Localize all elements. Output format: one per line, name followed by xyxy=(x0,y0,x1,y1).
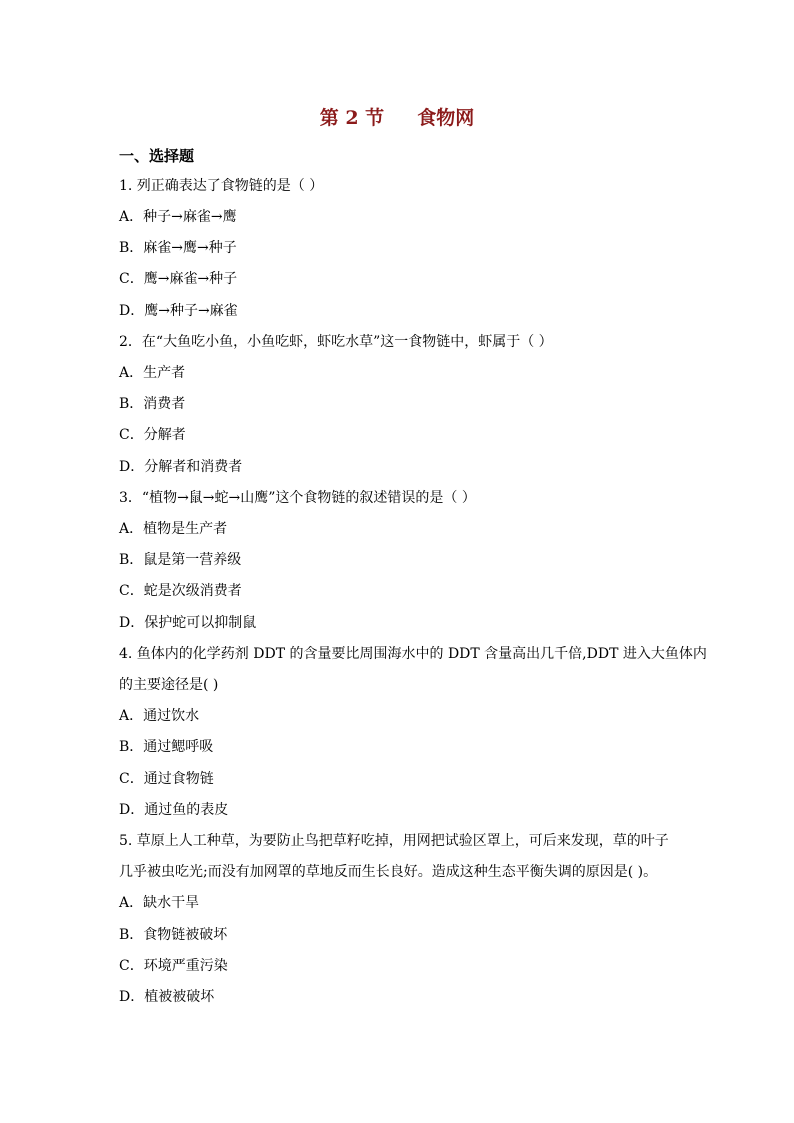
question-3-option-c: C．蛇是次级消费者 xyxy=(119,583,242,599)
section-heading: 一、选择题 xyxy=(119,147,195,165)
question-2-option-b: B．消费者 xyxy=(119,396,186,412)
question-5-option-c: C．环境严重污染 xyxy=(119,958,228,974)
question-2-option-d: D．分解者和消费者 xyxy=(119,459,243,475)
question-1-option-a: A．种子→麻雀→鹰 xyxy=(119,209,237,225)
question-3-option-b: B．鼠是第一营养级 xyxy=(119,552,242,568)
question-3-option-d: D．保护蛇可以抑制鼠 xyxy=(119,615,257,631)
question-1-option-c: C．鹰→麻雀→种子 xyxy=(119,271,238,287)
question-5-option-b: B．食物链被破坏 xyxy=(119,927,228,943)
question-4-option-a: A．通过饮水 xyxy=(119,708,200,724)
question-2-option-c: C．分解者 xyxy=(119,427,186,443)
question-5-stem-line-2: 几乎被虫吃光;而没有加网罩的草地反而生长良好。造成这种生态平衡失调的原因是( )。 xyxy=(119,864,658,880)
question-5-option-d: D．植被被破坏 xyxy=(119,989,215,1005)
question-4-stem-line-1: 4. 鱼体内的化学药剂 DDT 的含量要比周围海水中的 DDT 含量高出几千倍,DDT 进入大鱼体内 xyxy=(119,646,707,662)
question-4-option-c: C．通过食物链 xyxy=(119,771,214,787)
question-5-stem-line-1: 5. 草原上人工种草，为要防止鸟把草籽吃掉，用网把试验区罩上，可后来发现，草的叶子 xyxy=(119,833,669,849)
question-2-option-a: A．生产者 xyxy=(119,365,186,381)
question-1-stem: 1. 列正确表达了食物链的是（ ） xyxy=(119,178,324,194)
question-4-option-b: B．通过鳃呼吸 xyxy=(119,739,214,755)
question-2-stem: 2．在“大鱼吃小鱼，小鱼吃虾，虾吃水草”这一食物链中，虾属于（ ） xyxy=(119,334,553,350)
question-4-option-d: D．通过鱼的表皮 xyxy=(119,802,229,818)
question-1-option-d: D．鹰→种子→麻雀 xyxy=(119,303,238,319)
question-1-option-b: B．麻雀→鹰→种子 xyxy=(119,240,237,256)
question-3-option-a: A．植物是生产者 xyxy=(119,521,228,537)
question-3-stem: 3．“植物→鼠→蛇→山鹰”这个食物链的叙述错误的是（ ） xyxy=(119,490,476,506)
page-title: 第 2 节 食物网 xyxy=(319,107,475,129)
question-4-stem-line-2: 的主要途径是( ) xyxy=(119,677,219,693)
question-5-option-a: A．缺水干旱 xyxy=(119,895,200,911)
